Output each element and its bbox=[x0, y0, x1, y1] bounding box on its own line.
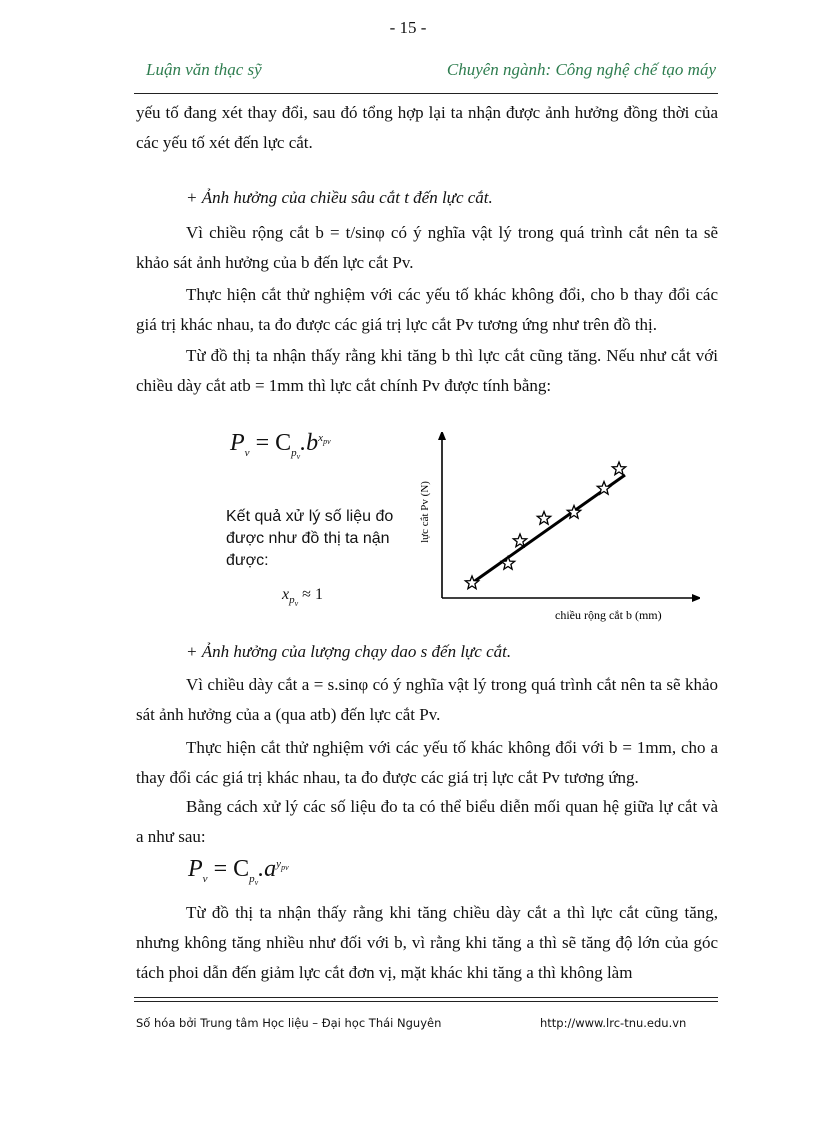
formula-exponent: $x_{p_v} \approx 1$ bbox=[282, 586, 323, 609]
footer-rule bbox=[134, 997, 718, 998]
paragraph-5: Vì chiều dày cắt a = s.sinφ có ý nghĩa vật lý trong quá trình cắt nên ta sẽ khảo sát ảnh hưởng của a (qua atb) đến lực cắt Pv. bbox=[136, 675, 718, 724]
x-axis-arrow bbox=[692, 594, 700, 602]
chart-force-vs-width bbox=[410, 432, 700, 632]
footer-digitized-by: Số hóa bởi Trung tâm Học liệu – Đại học Thái Nguyên bbox=[136, 1016, 442, 1030]
paragraph-3: Thực hiện cắt thử nghiệm với các yếu tố khác không đổi, cho b thay đổi các giá trị khác nhau, ta đo được các giá trị lực cắt Pv tương ứng như trên đồ thị. bbox=[136, 285, 718, 334]
y-axis-arrow bbox=[438, 432, 446, 440]
paragraph-7: Bằng cách xử lý các số liệu đo ta có thể biểu diễn mối quan hệ giữa lự cắt và a như sau: bbox=[136, 797, 718, 846]
data-point-star-2 bbox=[501, 557, 514, 570]
paragraph-2: Vì chiều rộng cắt b = t/sinφ có ý nghĩa vật lý trong quá trình cắt nên ta sẽ khảo sát ảnh hưởng của b đến lực cắt Pv. bbox=[136, 223, 718, 272]
x-axis-label: chiều rộng cắt b (mm) bbox=[555, 608, 662, 622]
result-note: Kết quả xử lý số liệu đo được như đồ thị ta nận được: bbox=[226, 508, 394, 569]
formula-pv-a: $P_v = C_{p_v}.a^{y_{pv}}$ bbox=[188, 856, 289, 887]
paragraph-4: Từ đồ thị ta nhận thấy rằng khi tăng b thì lực cắt cũng tăng. Nếu như cắt với chiều dày cắt atb = 1mm thì lực cắt chính Pv được tính bằng: bbox=[136, 346, 718, 395]
data-point-star-4 bbox=[537, 512, 550, 525]
section-heading-feed: + Ảnh hưởng của lượng chạy dao s đến lực cắt. bbox=[186, 642, 512, 661]
section-heading-depth: + Ảnh hưởng của chiều sâu cắt t đến lực cắt. bbox=[186, 188, 493, 207]
header-major: Chuyên ngành: Công nghệ chế tạo máy bbox=[446, 60, 716, 79]
chart-svg bbox=[410, 432, 700, 632]
data-point-star-7 bbox=[612, 462, 625, 475]
paragraph-8: Từ đồ thị ta nhận thấy rằng khi tăng chiều dày cắt a thì lực cắt cũng tăng, nhưng không tăng nhiều như đối với b, vì rằng khi tăng a thì sẽ tăng độ lớn của góc tách phoi dẫn đến giảm lực cắt đơn vị, mặt khác khi tăng a thì không làm bbox=[136, 903, 718, 982]
page-number: - 15 - bbox=[389, 18, 427, 37]
paragraph-1: yếu tố đang xét thay đổi, sau đó tổng hợp lại ta nhận được ảnh hưởng đồng thời của các yếu tố xét đến lực cắt. bbox=[136, 103, 718, 152]
header-rule bbox=[134, 93, 718, 94]
footer-url: http://www.lrc-tnu.edu.vn bbox=[540, 1016, 687, 1030]
formula-pv-b: $P_v = C_{p_v}.b^{x_{pv}}$ bbox=[230, 430, 331, 461]
header-thesis-type: Luận văn thạc sỹ bbox=[146, 60, 262, 79]
paragraph-6: Thực hiện cắt thử nghiệm với các yếu tố khác không đổi với b = 1mm, cho a thay đổi các giá trị khác nhau, ta đo được các giá trị lực cắt Pv tương ứng. bbox=[136, 738, 718, 787]
footer-rule-double bbox=[134, 1001, 718, 1002]
y-axis-label: lực cắt Pv (N) bbox=[419, 481, 431, 543]
